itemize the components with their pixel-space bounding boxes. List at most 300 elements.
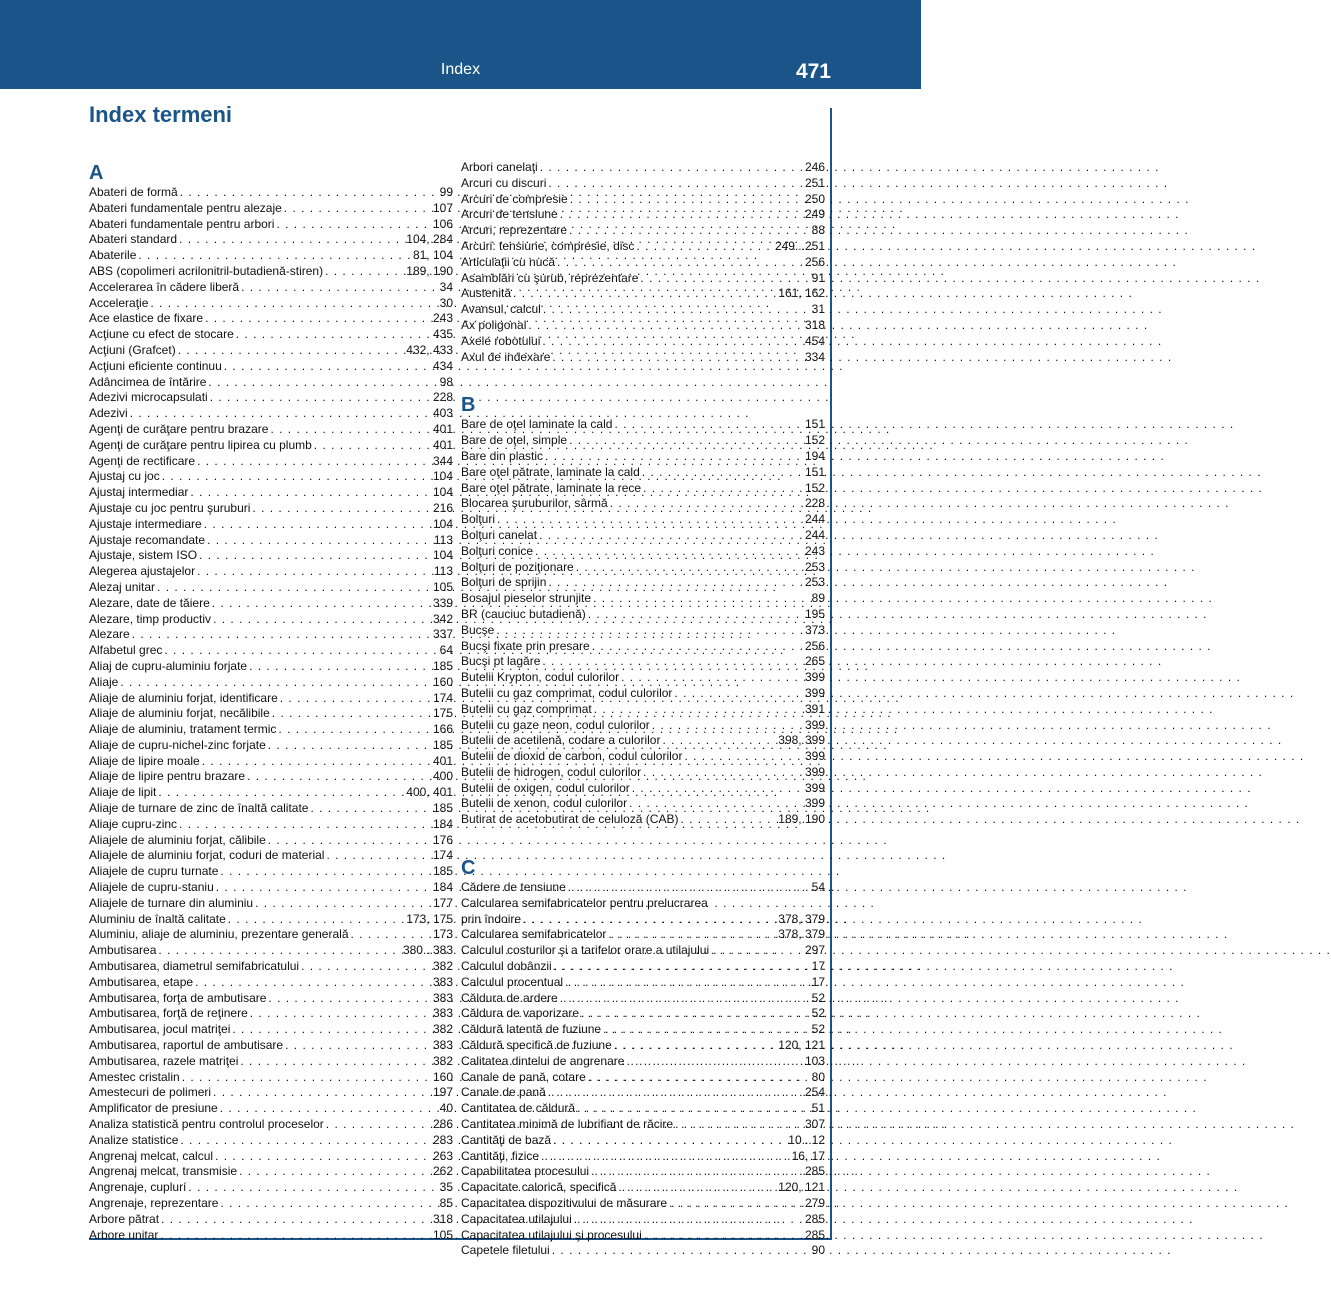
dot-leader: [202, 754, 431, 770]
dot-leader: [557, 255, 803, 271]
index-term: Butelii de dioxid de carbon, codul culorilor: [461, 749, 683, 764]
index-term: Alezare, date de tăiere: [89, 595, 210, 610]
index-pages: 253: [804, 559, 825, 574]
index-pages: 185: [432, 864, 453, 879]
dot-leader: [543, 302, 810, 318]
index-term: Calitatea dintelui de angrenare: [461, 1053, 625, 1068]
dot-leader: [204, 517, 431, 533]
index-entry: [461, 927, 825, 943]
index-pages: 285: [804, 1227, 825, 1242]
index-entry: [89, 232, 453, 248]
index-term: Alezare, timp productiv: [89, 611, 212, 626]
dot-leader: [280, 691, 431, 707]
dot-leader: [132, 627, 431, 643]
index-term: Alezare: [89, 627, 130, 642]
index-entry: [461, 1070, 825, 1086]
index-pages: 113: [433, 532, 453, 547]
dot-leader: [552, 350, 803, 366]
dot-leader: [268, 738, 431, 754]
index-term: Bolţuri conice: [461, 543, 534, 558]
index-term: Amplificator de presiune: [89, 1101, 218, 1116]
index-term: Aliaje de turnare de zinc de înaltă calitate: [89, 801, 309, 816]
index-term: Butelii de hidrogen, codul culorilor: [461, 764, 642, 779]
index-entry: [89, 1228, 453, 1244]
index-term: Ambutisarea, raportul de ambutisare: [89, 1038, 284, 1053]
dot-leader: [199, 548, 431, 564]
index-entry: [461, 160, 825, 176]
index-term: Asamblări cu şurub, reprezentare: [461, 270, 639, 285]
index-entry: [89, 201, 453, 217]
index-pages: 107: [432, 200, 453, 215]
dot-leader: [669, 1196, 803, 1212]
index-pages: 399: [804, 670, 825, 685]
index-pages: 104: [432, 469, 453, 484]
index-pages: 197: [432, 1085, 453, 1100]
index-term: Bucşi pt lagăre: [461, 654, 541, 669]
index-pages: 263: [432, 1148, 453, 1163]
index-pages: 243: [432, 311, 453, 326]
index-pages: 383: [432, 990, 453, 1005]
dot-leader: [591, 1164, 803, 1180]
dot-leader: [565, 975, 810, 991]
index-term: Ace elastice de fixare: [89, 311, 204, 326]
index-pages: 339: [432, 595, 453, 610]
index-entry: [89, 1101, 453, 1117]
index-pages: 401: [432, 753, 453, 768]
index-entry: [461, 512, 825, 528]
index-term: Arcuri cu discuri: [461, 175, 547, 190]
index-entry: [89, 991, 453, 1007]
index-pages: 251: [804, 175, 825, 190]
index-pages: 166: [432, 722, 453, 737]
dot-leader: [213, 612, 431, 628]
index-term: Agenţi de rectificare: [89, 453, 196, 468]
index-term: Ajustaje intermediare: [89, 516, 202, 531]
index-entry: [89, 469, 453, 485]
index-pages: 243: [804, 543, 825, 558]
index-pages: 344: [432, 453, 453, 468]
dot-leader: [614, 1038, 777, 1054]
index-term: Avansul, calcul: [461, 302, 541, 317]
index-term: Aluminiu de înaltă calitate: [89, 911, 226, 926]
index-entry: [461, 1149, 825, 1165]
index-entry: [89, 485, 453, 501]
index-entry: [89, 359, 453, 375]
index-pages: 285: [804, 1164, 825, 1179]
dot-leader: [241, 280, 438, 296]
dot-leader: [644, 1228, 803, 1244]
index-term: Cantitatea de căldură: [461, 1101, 576, 1116]
dot-leader: [553, 1133, 786, 1149]
index-entry: [461, 1085, 825, 1101]
index-pages: 378, 379: [778, 927, 825, 942]
index-pages: 52: [811, 1006, 825, 1021]
index-pages: 383: [432, 974, 453, 989]
index-pages: 17: [811, 959, 825, 974]
index-entry: [461, 1180, 825, 1196]
index-pages: 399: [804, 717, 825, 732]
index-term: Capacitate calorică, specifică: [461, 1180, 617, 1195]
section-letter: C: [461, 857, 476, 880]
index-entry: [461, 544, 825, 560]
index-pages: 152: [804, 480, 825, 495]
index-term: Canale de pană: [461, 1085, 546, 1100]
index-pages: 435: [432, 327, 453, 342]
index-entry: [461, 781, 825, 797]
index-term: Capetele filetului: [461, 1243, 550, 1258]
index-pages: 40: [439, 1101, 453, 1116]
dot-leader: [632, 781, 803, 797]
index-pages: 246: [804, 160, 825, 174]
index-entry: [461, 991, 825, 1007]
index-pages: 297: [804, 943, 825, 958]
index-pages: 285: [804, 1211, 825, 1226]
index-entry: [461, 1006, 825, 1022]
index-term: Bare oţel pătrate, laminate la rece: [461, 480, 642, 495]
index-pages: 35: [439, 1180, 453, 1195]
index-term: Cantitatea minimă de lubrifiant de răcire: [461, 1117, 674, 1132]
index-entry: [89, 848, 453, 864]
dot-leader: [614, 417, 803, 433]
dot-leader: [652, 718, 803, 734]
index-entry: [89, 738, 453, 754]
dot-leader: [497, 512, 803, 528]
index-pages: 173, 175: [406, 911, 453, 926]
dot-leader: [158, 943, 401, 959]
dot-leader: [542, 334, 803, 350]
dot-leader: [197, 564, 432, 580]
index-term: Cantităţi, fizice: [461, 1148, 540, 1163]
index-entry: [461, 654, 825, 670]
index-entry: [461, 1117, 825, 1133]
index-pages: 454: [804, 333, 825, 348]
index-term: Abateri fundamentale pentru alezaje: [89, 200, 282, 215]
index-pages: 113: [433, 564, 453, 579]
index-term: Aliajele de aluminiu forjat, călibile: [89, 832, 266, 847]
index-term: Ambutisarea, razele matriţei: [89, 1053, 239, 1068]
index-term: Angrenaj melcat, transmisie: [89, 1164, 238, 1179]
dot-leader: [592, 639, 803, 655]
index-entry: [89, 706, 453, 722]
index-entry: [461, 239, 825, 255]
index-entry: [89, 343, 453, 359]
index-entry: [89, 1070, 453, 1086]
dot-leader: [618, 1180, 776, 1196]
index-pages: 174: [432, 848, 453, 863]
index-pages: 279: [804, 1196, 825, 1211]
dot-leader: [675, 1117, 803, 1133]
section-gap: [461, 828, 825, 856]
dot-leader: [603, 1022, 810, 1038]
dot-leader: [569, 433, 803, 449]
index-term: Capabilitatea procesului: [461, 1164, 590, 1179]
index-term: Adezivi microcapsulati: [89, 390, 208, 405]
index-entry: [461, 718, 825, 734]
index-entry: [461, 733, 825, 749]
index-entry: [89, 1149, 453, 1165]
index-entry: [461, 223, 825, 239]
index-term: Bosajul pieselor strunjite: [461, 591, 592, 606]
index-term: Aliajele de cupru-staniu: [89, 880, 214, 895]
index-entry: [89, 217, 453, 233]
index-pages: 105: [432, 579, 453, 594]
dot-leader: [250, 1006, 431, 1022]
index-entry: [461, 623, 825, 639]
dot-leader: [621, 670, 803, 686]
dot-leader: [228, 912, 405, 928]
index-entry: [461, 176, 825, 192]
dot-leader: [570, 192, 803, 208]
index-entry: [461, 975, 825, 991]
dot-leader: [548, 575, 803, 591]
dot-leader: [674, 686, 803, 702]
index-pages: 80: [811, 1069, 825, 1084]
dot-leader: [528, 318, 803, 334]
dot-leader: [608, 927, 776, 943]
dot-leader: [568, 880, 810, 896]
index-term: Acţiuni eficiente continuu: [89, 358, 222, 373]
index-term: Agenţi de curăţare pentru lipirea cu plumb: [89, 437, 312, 452]
index-entry: [89, 817, 453, 833]
index-term: Acceleraţie: [89, 295, 149, 310]
index-pages: 31: [811, 302, 825, 317]
index-entry: [461, 1101, 825, 1117]
index-entry: [461, 560, 825, 576]
index-term: Adâncimea de întărire: [89, 374, 207, 389]
index-entry: [89, 438, 453, 454]
index-term: Alfabetul grec: [89, 643, 163, 658]
dot-leader: [629, 796, 803, 812]
index-term: Calculul costurilor şi a tarifelor orare a utilajului: [461, 943, 710, 958]
index-pages: 98: [439, 374, 453, 389]
index-term: Butelii cu gaz comprimat, codul culorilor: [461, 685, 673, 700]
index-pages: 286: [432, 1117, 453, 1132]
index-pages: 265: [804, 654, 825, 669]
dot-leader: [276, 217, 431, 233]
index-pages: 104: [432, 485, 453, 500]
index-entry: [461, 639, 825, 655]
dot-leader: [284, 201, 431, 217]
index-term: Bare de oţel, simple: [461, 433, 568, 448]
index-pages: 253: [804, 575, 825, 590]
index-entry: [89, 533, 453, 549]
dot-leader: [540, 160, 803, 176]
dot-leader: [278, 722, 431, 738]
index-entry: [89, 517, 453, 533]
index-term: Aliaje cupru-zinc: [89, 816, 178, 831]
index-term: Ambutisarea, diametrul semifabricatului: [89, 959, 300, 974]
index-entry: [89, 454, 453, 470]
index-term: Bucşe: [461, 622, 495, 637]
index-entry: [461, 255, 825, 271]
index-entry: [89, 1180, 453, 1196]
index-column-right: [461, 160, 825, 1259]
dot-leader: [272, 706, 431, 722]
index-pages: 30: [439, 295, 453, 310]
index-entry: [89, 612, 453, 628]
index-pages: 64: [439, 643, 453, 658]
index-entry: [89, 596, 453, 612]
index-pages: 185: [432, 801, 453, 816]
index-term: Amestecuri de polimeri: [89, 1085, 212, 1100]
dot-leader: [588, 607, 803, 623]
index-term: Arbore unitar: [89, 1227, 159, 1242]
dot-leader: [314, 438, 431, 454]
index-term: Căldura de vaporizare: [461, 1006, 580, 1021]
index-term: Bolţuri de sprijin: [461, 575, 547, 590]
index-pages: 184: [432, 880, 453, 895]
index-term: Austenită: [461, 286, 512, 301]
dot-leader: [642, 465, 803, 481]
dot-leader: [325, 264, 404, 280]
index-term: Analiza statistică pentru controlul proceselor: [89, 1117, 324, 1132]
index-term: Aliaje de lipire moale: [89, 753, 200, 768]
index-term: Abateri standard: [89, 232, 178, 247]
index-pages: 318: [804, 317, 825, 332]
index-pages: 262: [432, 1164, 453, 1179]
dot-leader: [351, 927, 431, 943]
index-pages: 432, 433: [406, 342, 453, 357]
dot-leader: [576, 560, 803, 576]
index-entry: [89, 1054, 453, 1070]
index-entry: [461, 1054, 825, 1070]
index-pages: 403: [432, 406, 453, 421]
index-term: Ajustaj intermediar: [89, 485, 189, 500]
index-entry: [461, 271, 825, 287]
index-pages: 399: [804, 685, 825, 700]
index-term: Bare oţel pătrate, laminate la cald: [461, 464, 640, 479]
index-pages: 16, 17: [791, 1148, 825, 1163]
index-entry: [89, 406, 453, 422]
index-entry: [461, 812, 825, 828]
index-pages: 90: [811, 1243, 825, 1258]
index-entry: [89, 691, 453, 707]
index-term: Accelerarea în cădere liberă: [89, 279, 240, 294]
index-pages: 378, 379: [778, 911, 825, 926]
index-entry: [461, 192, 825, 208]
index-entry: [461, 318, 825, 334]
index-entry: [461, 943, 825, 959]
dot-leader: [224, 359, 431, 375]
index-term: Cantităţi de bază: [461, 1132, 552, 1147]
index-entry-text: Calcularea semifabricatelor pentru prelucrarea: [461, 895, 708, 910]
index-entry: [89, 801, 453, 817]
index-term: Ambutisarea, etape: [89, 974, 194, 989]
index-term: Angrenaje, reprezentare: [89, 1196, 219, 1210]
section-letter: A: [89, 162, 104, 184]
index-pages: 383: [432, 1006, 453, 1021]
index-entry: [89, 296, 453, 312]
index-term: Alezaj unitar: [89, 579, 156, 594]
index-pages: 399: [804, 796, 825, 811]
index-term: Arcuri: tensiune, compresie, disc: [461, 238, 635, 253]
index-pages: 334: [804, 349, 825, 364]
dot-leader: [164, 643, 437, 659]
index-term: Căldura de ardere: [461, 990, 558, 1005]
dot-leader: [247, 769, 431, 785]
index-entry: [461, 481, 825, 497]
index-term: Aliaje de lipit: [89, 785, 157, 800]
index-pages: 17: [811, 974, 825, 989]
dot-leader: [268, 991, 431, 1007]
index-entry: [89, 501, 453, 517]
index-entry: [461, 449, 825, 465]
index-term: Arbori canelaţi: [461, 160, 538, 174]
index-term: Butelii de xenon, codul culorilor: [461, 796, 628, 811]
dot-leader: [180, 185, 438, 201]
dot-leader: [195, 975, 431, 991]
index-pages: 382: [432, 959, 453, 974]
index-pages: 382: [432, 1022, 453, 1037]
dot-leader: [179, 232, 404, 248]
index-term: Axele robotului: [461, 333, 541, 348]
index-entry: [461, 749, 825, 765]
dot-leader: [496, 623, 803, 639]
index-pages: 249...251: [774, 238, 825, 253]
index-entry: [89, 833, 453, 849]
index-pages: 177: [432, 895, 453, 910]
index-pages: 373: [804, 622, 825, 637]
index-pages: 249: [804, 207, 825, 222]
index-entry: [461, 575, 825, 591]
index-entry: [89, 927, 453, 943]
index-term: Butelii cu gaze neon, codul culorilor: [461, 717, 650, 732]
index-entry: [89, 1022, 453, 1038]
page-title: Index termeni: [89, 102, 233, 127]
index-pages: 89: [811, 591, 825, 606]
dot-leader: [157, 580, 431, 596]
index-pages: 176: [432, 832, 453, 847]
index-entry: [89, 375, 453, 391]
index-term: Butelii cu gaz comprimat: [461, 701, 592, 716]
index-pages: 54: [811, 880, 825, 895]
index-entry: [89, 943, 453, 959]
index-pages: 228: [804, 496, 825, 511]
dot-leader: [326, 1117, 431, 1133]
index-entry: [89, 880, 453, 896]
index-pages: 399: [804, 749, 825, 764]
index-term: Butelii de oxigen, codul culorilor: [461, 780, 630, 795]
index-pages: 399: [804, 780, 825, 795]
index-entry: [89, 643, 453, 659]
index-entry: [89, 311, 453, 327]
dot-leader: [588, 1070, 810, 1086]
index-entry: [89, 769, 453, 785]
index-pages: 342: [432, 611, 453, 626]
dot-leader: [593, 591, 810, 607]
index-term: Angrenaje, cuplurí: [89, 1180, 187, 1195]
index-entry: [461, 207, 825, 223]
index-term: Calculul dobânzii: [461, 959, 552, 974]
index-entry: [461, 350, 825, 366]
index-pages: 105: [432, 1227, 453, 1242]
index-entry: [89, 280, 453, 296]
index-term: Arbore pătrat: [89, 1211, 160, 1226]
index-term: Canale de pană, cotare: [461, 1069, 586, 1084]
index-pages: 184: [432, 816, 453, 831]
index-entry: [89, 896, 453, 912]
index-pages: 256: [804, 254, 825, 269]
index-term: Amestec cristalin: [89, 1069, 180, 1084]
index-pages: 51: [811, 1101, 825, 1116]
index-term: Angrenaj melcat, calcul: [89, 1148, 214, 1163]
index-pages: 34: [439, 279, 453, 294]
dot-leader: [236, 327, 431, 343]
index-entry: [461, 686, 825, 702]
index-entry: [461, 796, 825, 812]
dot-leader: [626, 1054, 803, 1070]
index-entry: [461, 1243, 825, 1259]
